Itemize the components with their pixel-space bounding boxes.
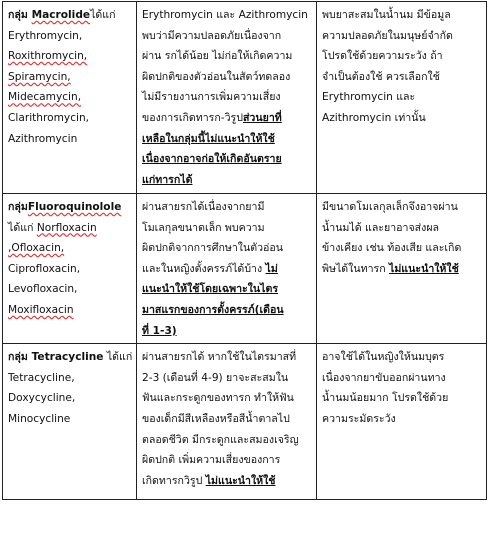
drug-group-cell [3, 2, 137, 194]
detail-line: ของการเกิดทารก-วิรูปส่วนยาที่ [142, 111, 282, 124]
note-line: พบยาสะสมในน้ำนม มีข้อมูล [322, 9, 451, 21]
drug-name: Roxithromycin, [8, 50, 88, 63]
note-line: จำเป็นต้องใช้ ควรเลือกใช้ [322, 70, 440, 83]
drug-group-cell [3, 344, 137, 500]
lactation-note-cell [317, 194, 487, 344]
pregnancy-detail-cell [137, 194, 317, 344]
note-line: เนื่องจากยาขับออกผ่านทาง [322, 371, 446, 384]
drug-group-cell [3, 194, 137, 344]
drug-name: Azithromycin [8, 132, 78, 145]
detail-line: และในหญิงตั้งครรภ์ได้บ้าง ไม่ [142, 262, 278, 275]
note-line: มีขนาดโมเลกุลเล็กจึงอาจผ่าน [322, 201, 458, 213]
detail-line: ผิดปกติของตัวอ่อนในสัตว์ทดลอง [142, 70, 291, 83]
warning-line: แก่ทารกได้ [142, 173, 193, 186]
lactation-note-cell [317, 2, 487, 194]
detail-line: ผ่าน รกได้น้อย ไม่ก่อให้เกิดความ [142, 50, 293, 63]
note-line: Azithromycin เท่านั้น [322, 111, 426, 124]
detail-line: ตลอดชีวิต มีกระดูกและสมองเจริญ [142, 433, 299, 446]
pregnancy-detail-cell [137, 2, 317, 194]
drug-name: Minocycline [8, 412, 71, 425]
warning-line: แนะนำให้ใช้โดยเฉพาะในไตร [142, 283, 279, 296]
detail-line: 2-3 (เดือนที่ 4-9) ยาจะสะสมใน [142, 371, 289, 384]
drug-name: Midecamycin, [8, 91, 82, 104]
drug-name: Moxifloxacin [8, 303, 74, 316]
drug-name: Levofloxacin, [8, 283, 78, 296]
lactation-note-cell [317, 344, 487, 500]
drug-name: Spiramycin, [8, 70, 71, 83]
warning-line: เนื่องจากอาจก่อให้เกิดอันตราย [142, 153, 282, 166]
detail-line: โมเลกุลขนาดเล็ก พบความ [142, 221, 265, 234]
note-line: น้ำนมน้อยมาก โปรดใช้ด้วย [322, 392, 449, 405]
note-line: Erythromycin และ [322, 91, 416, 104]
warning-line: มาสแรกของการตั้งครรภ์(เดือน [142, 303, 284, 316]
warning-line: ที่ 1-3) [142, 324, 177, 337]
drug-name: ,Ofloxacin, [8, 242, 65, 255]
detail-line: Erythromycin และ Azithromycin [142, 9, 308, 21]
drug-name: Tetracycline, [8, 371, 75, 384]
detail-line: พบว่ามีความปลอดภัยเนื่องจาก [142, 29, 282, 42]
note-line: โปรดใช้ด้วยความระวัง ถ้า [322, 50, 443, 63]
drug-safety-table [2, 1, 487, 500]
drug-name: Doxycycline, [8, 392, 76, 405]
note-line: ความปลอดภัยในมนุษย์จำกัด [322, 29, 453, 42]
drug-group-title: กลุ่มFluoroquinolole [8, 201, 122, 213]
drug-name: Erythromycin, [8, 29, 83, 42]
table-row-tetracycline [3, 344, 487, 500]
detail-line: ไม่มีรายงานการเพิ่มความเสี่ยง [142, 91, 281, 104]
detail-line: ของเด็กมีสีเหลืองหรือสีน้ำตาลไป [142, 412, 290, 425]
detail-line: ผ่านสายรกได้ หากใช้ในไตรมาสที่ [142, 351, 297, 364]
detail-line: ฟันและกระดูกของทารก ทำให้ฟัน [142, 392, 294, 405]
drug-name: Ciprofloxacin, [8, 262, 81, 275]
note-line: น้ำนมได้ และยาอาจส่งผล [322, 221, 440, 234]
table-row-fluoroquinolole [3, 194, 487, 344]
detail-line: ผ่านสายรกได้เนื่องจากยามี [142, 201, 265, 213]
note-line: ข้างเคียง เช่น ท้องเสีย และเกิด [322, 242, 462, 255]
warning-line: เหลือในกลุ่มนี้ไม่แนะนำให้ใช้ [142, 132, 275, 145]
drug-group-title: กลุ่ม Macrolideได้แก่ [8, 9, 116, 21]
detail-line: ผิดปกติจากการศึกษาในตัวอ่อน [142, 242, 284, 255]
note-line: ความระมัดระวัง [322, 412, 396, 425]
detail-line: เกิดทารกวิรูป ไม่แนะนำให้ใช้ [142, 474, 276, 487]
note-line: พิษได้ในทารก ไม่แนะนำให้ใช้ [322, 262, 459, 275]
drug-group-title: กลุ่ม Tetracycline ได้แก่ [8, 351, 133, 364]
drug-name: ได้แก่ Norfloxacin [8, 221, 97, 234]
pregnancy-detail-cell [137, 344, 317, 500]
note-line: อาจใช้ได้ในหญิงให้นมบุตร [322, 351, 445, 364]
drug-name: Clarithromycin, [8, 111, 90, 124]
table-row-macrolide [3, 2, 487, 194]
detail-line: ผิดปกติ เพิ่มความเสี่ยงของการ [142, 454, 281, 467]
